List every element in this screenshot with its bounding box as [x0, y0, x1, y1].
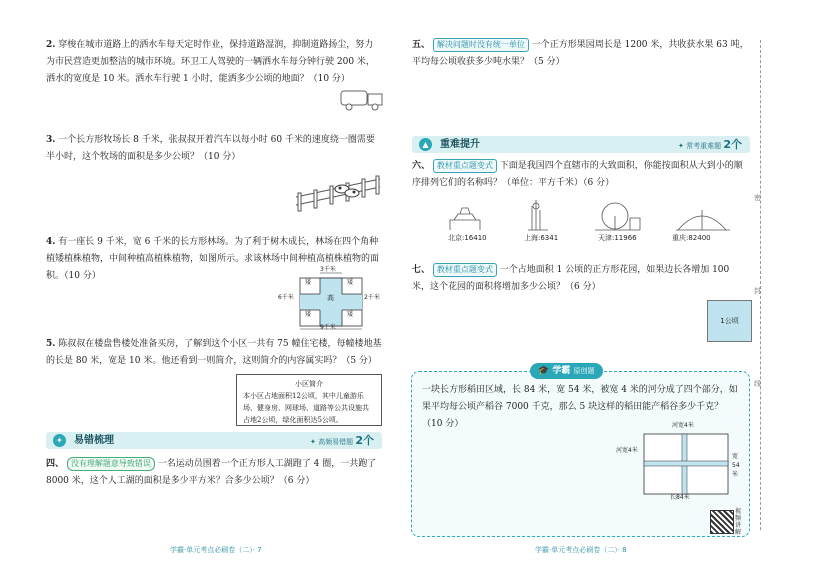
fig-top-label: 3千米	[320, 266, 336, 273]
question-text: 穿梭在城市道路上的洒水车每天定时作业，保持道路湿润，抑制道路扬尘，努力为市民营造更加整洁的城市环境。环卫工人驾驶的一辆洒水车每分钟行驶 200 米，洒水的宽度是 10 米。洒水车行驶 1 小时，能洒多少公顷的地面？（10 分）	[46, 40, 375, 85]
seal-char: 密	[754, 194, 761, 202]
original-question-box	[411, 366, 750, 537]
section-title: 重难提升	[440, 139, 480, 150]
fig-center-label: 高	[327, 294, 334, 302]
question-s5	[412, 37, 750, 71]
section-title: 易错梳理	[74, 435, 114, 446]
textbook-tag: 教材重点题变式	[433, 263, 497, 277]
question-number: 六、	[412, 161, 431, 171]
intro-title: 小区简介	[295, 380, 323, 388]
fig-corner-label: 矮	[305, 311, 312, 318]
error-tag: 解决问题时没有统一单位	[433, 38, 529, 52]
question-number: 七、	[412, 265, 431, 275]
error-tag: 没有理解题意导致错误	[67, 457, 155, 471]
fig-left-label: 河宽4米	[616, 447, 638, 454]
question-text: 陈叔叔在楼盘售楼处准备买房，了解到这个小区一共有 75 幢住宅楼，每幢楼地基的长是 80 米，宽是 10 米。他还看到一则简介，这则简介的内容属实吗？（5 分）	[46, 339, 382, 367]
question-text: 一个正方形果园周长是 1200 米，共收获水果 63 吨，平均每公顷收获多少吨水果？（5 分）	[412, 40, 749, 68]
fig-bottom-label: 9千米	[320, 324, 336, 331]
intro-body: 本小区占地面积12公顷，其中儿童游乐场、健身房、网球场、道路等公共设施共占地2公顷，绿化面积达5公顷。	[243, 392, 369, 424]
question-text: 下面是我国四个直辖市的大致面积，你能按面积从大到小的顺序排列它们的名称吗？（单位：平方千米）（6 分）	[412, 161, 743, 189]
section-bar-mistakes	[46, 432, 382, 449]
question-number: 4.	[46, 237, 56, 247]
badge-text: 高频易错题	[318, 438, 354, 446]
question-5	[46, 336, 382, 370]
section-badge: ✦ 高频易错题 2个	[310, 434, 374, 447]
badge-count: 2个	[723, 138, 742, 151]
fig-right-label: 宽54米	[732, 453, 740, 478]
question-number: 3.	[46, 135, 56, 145]
question-text: 一名运动员围着一个正方形人工湖跑了 4 圈，一共跑了 8000 米，这个人工湖的面积是多少平方米？合多少公顷？（6 分）	[46, 459, 377, 487]
badge-text: 常考重难题	[686, 142, 722, 150]
question-text: 一个占地面积 1 公顷的正方形花园，如果边长各增加 100 米，这个花园的面积将增加多少公顷？（6 分）	[412, 265, 730, 293]
question-number: 四、	[46, 459, 65, 469]
intro-box	[236, 374, 382, 426]
fig-right-label: 2千米	[364, 294, 380, 301]
brand-text: 学霸	[552, 366, 571, 376]
lightbulb-icon: ✦	[53, 434, 66, 447]
question-s4	[46, 456, 382, 490]
ranch-fence-image	[292, 171, 384, 213]
qr-label: 视频讲解	[735, 508, 742, 536]
section-badge: ✦ 常考重难题 2个	[678, 138, 742, 151]
original-badge	[530, 363, 603, 379]
sub-text: 原创题	[573, 367, 595, 375]
question-text: 一个长方形牧场长 8 千米，张叔叔开着汽车以每小时 60 千米的速度绕一圈需要半小时，这个牧场的面积是多少公顷？（10 分）	[46, 135, 375, 163]
city-images	[440, 196, 740, 244]
seal-char: 线	[754, 380, 761, 388]
section-bar-advanced	[412, 136, 750, 153]
question-number: 5.	[46, 339, 56, 349]
city-label: 北京:16410	[448, 234, 487, 242]
seal-char: 封	[754, 287, 761, 295]
page-footer-right: 学霸·单元考点必刷卷（二）· 8	[535, 546, 627, 554]
city-label: 天津:11966	[598, 234, 637, 242]
page-footer-left: 学霸·单元考点必刷卷（二）· 7	[170, 546, 262, 554]
question-text: 有一座长 9 千米，宽 6 千米的长方形林场。为了利于树木成长，林场在四个角种植矮植株植物，中间种植高植株植物，如图所示。求该林场中间种植高植株植物的面积。（10 分）	[46, 237, 380, 282]
city-label: 上海:6341	[524, 234, 559, 242]
textbook-tag: 教材重点题变式	[433, 159, 497, 173]
question-s7	[412, 262, 750, 296]
paddy-figure	[616, 422, 740, 504]
fig-top-label: 河宽4米	[672, 422, 694, 429]
question-2	[46, 37, 382, 88]
question-number: 2.	[46, 40, 56, 50]
garden-square: 1公顷	[707, 300, 752, 342]
qr-code[interactable]	[710, 510, 734, 534]
question-3	[46, 132, 382, 166]
question-s6	[412, 158, 750, 192]
badge-count: 2个	[355, 434, 374, 447]
rocket-icon: ▲	[419, 138, 432, 151]
question-number: 五、	[412, 40, 431, 50]
fig-left-label: 6千米	[278, 294, 294, 301]
fig-corner-label: 矮	[347, 311, 354, 318]
city-label: 重庆:82400	[672, 234, 711, 242]
fig-bottom-label: 长84米	[670, 494, 690, 501]
sprinkler-truck-image	[339, 86, 385, 112]
forest-figure	[276, 266, 386, 332]
original-question-text: 一块长方形稻田区域，长 84 米，宽 54 米，被宽 4 米的河分成了四个部分，如果平均每公顷产稻谷 7000 千克，那么 5 块这样的稻田能产稻谷多少千克？（10 分）	[422, 385, 738, 430]
graduation-cap-icon: 🎓	[538, 366, 550, 376]
fig-corner-label: 矮	[305, 279, 312, 286]
fig-corner-label: 矮	[347, 279, 354, 286]
